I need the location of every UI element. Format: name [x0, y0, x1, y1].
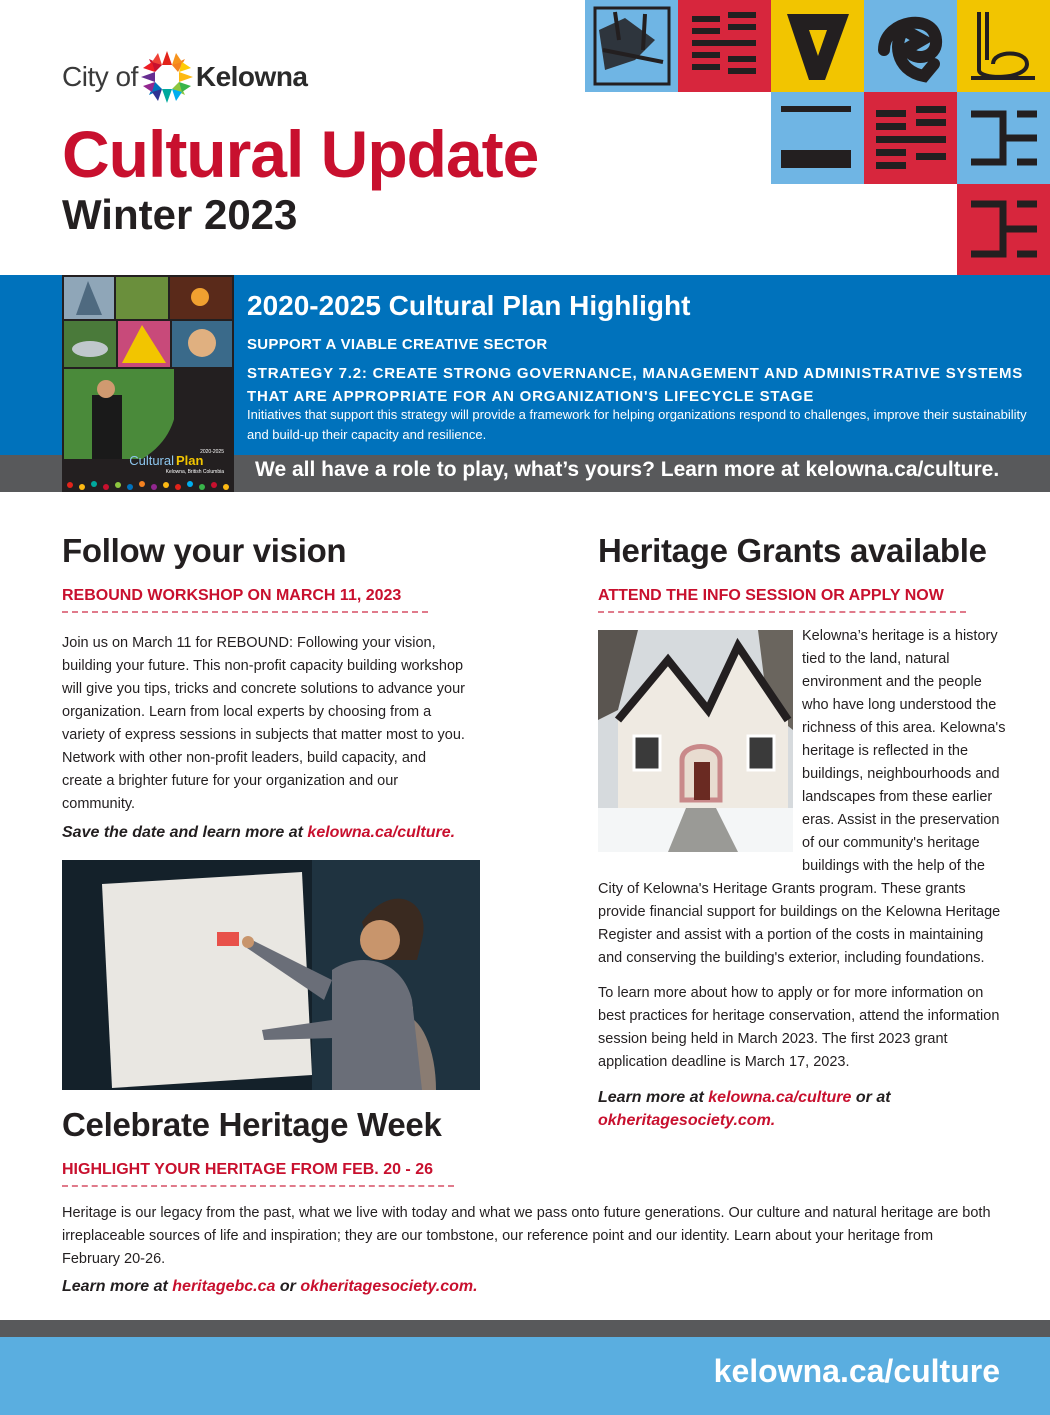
- photo-float-spacer: [598, 625, 802, 857]
- decorative-tile-mosaic: [585, 0, 1050, 275]
- vision-kicker: REBOUND WORKSHOP ON MARCH 11, 2023: [62, 587, 428, 613]
- cover-word-plan: Plan: [176, 453, 204, 468]
- vision-body: Join us on March 11 for REBOUND: Following your vision, building your future. This non-profit capacity building workshop will give you tips, tricks and concrete solutions to advance your organization. Learn from local experts by choosing from a variety of express sessions in subjects that matter most to you. Network with other non-profit leaders, build capacity, and create a brighter future for your organization and our community.: [62, 635, 465, 812]
- heritagebc-link[interactable]: heritagebc.ca: [172, 1278, 276, 1295]
- swirl-pattern-icon: [864, 0, 957, 92]
- tile-triangle: [771, 0, 864, 92]
- glyph-pattern-icon: [957, 184, 1050, 275]
- cover-years: 2020-2025: [200, 449, 224, 455]
- cover-collage-graphic: [62, 275, 234, 492]
- stripes-pattern-icon: [864, 92, 957, 184]
- city-logo: [62, 50, 308, 104]
- cover-place: Kelowna, British Columbia: [165, 469, 224, 475]
- heritage-week-cta-or: or: [275, 1278, 301, 1295]
- tile-swirl: [864, 0, 957, 92]
- vision-culture-link[interactable]: kelowna.ca/culture.: [307, 824, 456, 841]
- workshop-photo-graphic: [62, 860, 480, 1090]
- grants-body-2: To learn more about how to apply or for more information on best practices for heritage conservation, attend the information session being held in March 2023. The first 2023 grant application deadline is March 17, 2023.: [598, 985, 1000, 1070]
- grants-cta-text: Learn more at: [598, 1089, 709, 1106]
- highlight-title: 2020-2025 Cultural Plan Highlight: [247, 290, 691, 321]
- grants-okheritage-link[interactable]: okheritagesociety.com.: [598, 1112, 776, 1129]
- stripes-pattern-icon: [678, 0, 771, 92]
- page-subtitle: Winter 2023: [62, 191, 298, 238]
- vision-cta-text: Save the date and learn more at: [62, 824, 308, 841]
- highlight-strategy: STRATEGY 7.2: CREATE STRONG GOVERNANCE, MANAGEMENT AND ADMINISTRATIVE SYSTEMS THAT ARE APPROPRIATE FOR AN ORGANIZATION'S LIFECYCLE STAGE: [247, 365, 1024, 405]
- highlight-kicker: SUPPORT A VIABLE CREATIVE SECTOR: [247, 336, 548, 353]
- workshop-photo: [62, 860, 480, 1090]
- highlight-body: Initiatives that support this strategy will provide a framework for helping organizations respond to challenges, improve their sustainability and build-up their capacity and resilience.: [247, 407, 1027, 442]
- grants-heading: Heritage Grants available: [598, 532, 987, 569]
- heritage-week-cta: [62, 1275, 962, 1298]
- grants-culture-link[interactable]: kelowna.ca/culture: [708, 1089, 852, 1106]
- heritage-week-body: Heritage is our legacy from the past, what we live with today and what we pass onto future generations. Our culture and natural heritage are both irreplaceable sources of life and inspiration; they are our tombstone, our reference point and our identity. Learn about your heritage from February 20-26.: [62, 1205, 991, 1267]
- grants-cta: [598, 1086, 1008, 1132]
- grants-body-1: Kelowna’s heritage is a history tied to the land, natural environment and the people who have long understood the richness of this area. Kelowna's heritage is reflected in the buildings, neighbourhoods and landscapes from these earlier eras. Assist in the preservation of our community's heritage buildings with the help of the City of Kelowna's Heritage Grants program. These grants provide financial support for buildings on the Kelowna Heritage Register and assist with a portion of the costs in maintaining and conserving the building's exterior, including foundations.: [598, 628, 1006, 966]
- grants-cta-or: or at: [851, 1089, 891, 1106]
- triangle-pattern-icon: [771, 0, 864, 92]
- sketch-pattern-icon: [585, 0, 678, 92]
- grants-kicker: ATTEND THE INFO SESSION OR APPLY NOW: [598, 587, 966, 613]
- tile-glyph-b: [957, 184, 1050, 275]
- heritage-week-kicker: HIGHLIGHT YOUR HERITAGE FROM FEB. 20 - 26: [62, 1161, 454, 1187]
- tile-bars: [771, 92, 864, 184]
- grants-text-wrap: [598, 625, 1008, 1132]
- cover-word-cultural: Cultural: [129, 453, 174, 468]
- tile-glyph-a: [957, 92, 1050, 184]
- glyph-pattern-icon: [957, 92, 1050, 184]
- footer-divider: [0, 1320, 1050, 1337]
- logo-kelowna-text: Kelowna: [195, 61, 308, 92]
- okheritage-link[interactable]: okheritagesociety.com.: [300, 1278, 478, 1295]
- logo-city-text: City of: [62, 61, 138, 92]
- tile-loops: [957, 0, 1050, 92]
- heritage-week-cta-text: Learn more at: [62, 1278, 173, 1295]
- vision-heading: Follow your vision: [62, 532, 347, 569]
- tile-stripes-a: [678, 0, 771, 92]
- cultural-plan-cover-image: [62, 275, 234, 492]
- loops-pattern-icon: [957, 0, 1050, 92]
- tile-sketch: [585, 0, 678, 92]
- vision-cta: [62, 821, 492, 844]
- tile-stripes-b: [864, 92, 957, 184]
- page-title: Cultural Update: [62, 117, 539, 191]
- sunburst-logo-icon: [140, 50, 194, 104]
- highlight-cta: We all have a role to play, what’s yours? Learn more at kelowna.ca/culture.: [255, 458, 1000, 481]
- heritage-week-heading: Celebrate Heritage Week: [62, 1106, 442, 1143]
- footer-url-link[interactable]: kelowna.ca/culture: [713, 1353, 1000, 1389]
- bars-pattern-icon: [771, 92, 864, 184]
